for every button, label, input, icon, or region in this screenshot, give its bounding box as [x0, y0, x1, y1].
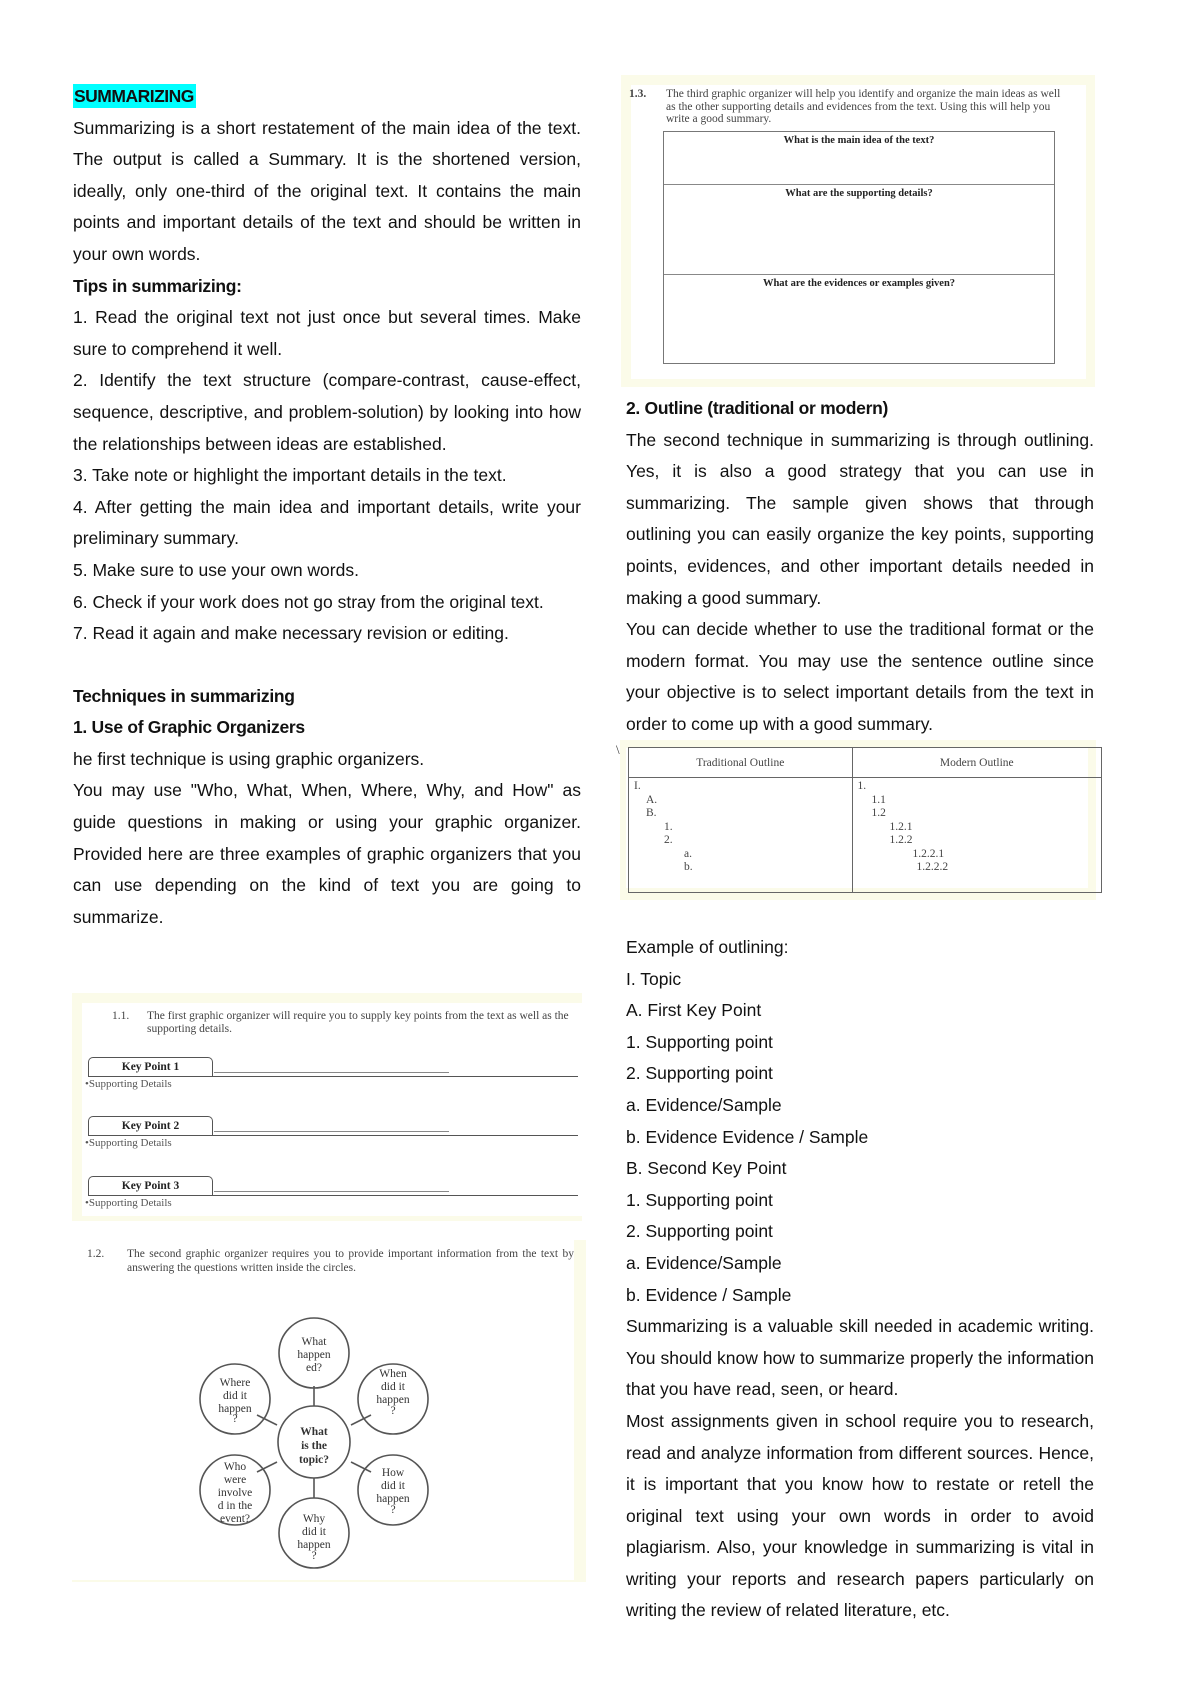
svg-text:were: were	[223, 1474, 247, 1486]
outline-level: 2.	[664, 834, 673, 846]
figure-key-points-organizer	[72, 993, 582, 1221]
figure-main-idea-organizer	[621, 75, 1095, 387]
key-point-row	[85, 1176, 588, 1212]
svg-text:What: What	[301, 1336, 327, 1348]
outline-level: 1.2.1	[889, 820, 913, 833]
figure-number: 1.2.	[87, 1248, 105, 1260]
outline-level: 1.1	[871, 793, 886, 806]
figure-number: 1.1.	[112, 1010, 130, 1022]
outline-level: a.	[684, 847, 692, 860]
example-item: 2. Supporting point	[626, 1221, 773, 1242]
svg-text:?: ?	[232, 1413, 238, 1425]
page-title: SUMMARIZING	[74, 86, 194, 106]
modern-outline-cell	[852, 778, 1101, 893]
supporting-details-label: •Supporting Details	[85, 1197, 172, 1209]
tip-item: 3. Take note or highlight the important details in the text.	[73, 465, 507, 486]
column-header-modern: Modern Outline	[852, 748, 1101, 778]
example-item: a. Evidence/Sample	[626, 1094, 782, 1115]
column-header-traditional: Traditional Outline	[629, 748, 853, 778]
svg-text:event?: event?	[219, 1513, 251, 1525]
svg-text:happen: happen	[297, 1349, 331, 1361]
example-item: 1. Supporting point	[626, 1189, 773, 1210]
example-item: I. Topic	[626, 968, 682, 989]
tip-item: 2. Identify the text structure (compare-contrast, cause-effect, sequence, descriptive, and problem-solution) by looking into how the relationships between ideas are established.	[73, 370, 581, 454]
example-item: A. First Key Point	[626, 1000, 762, 1021]
tip-item: 5. Make sure to use your own words.	[73, 559, 359, 580]
example-item: a. Evidence/Sample	[626, 1252, 782, 1273]
left-column	[73, 81, 581, 933]
blank-line	[214, 1191, 449, 1192]
svg-text:When: When	[379, 1368, 407, 1380]
svg-text:What: What	[300, 1426, 328, 1438]
technique-1-heading: 1. Use of Graphic Organizers	[73, 717, 305, 738]
svg-text:did it: did it	[381, 1480, 405, 1492]
outline-level: B.	[646, 807, 657, 819]
key-point-row	[85, 1057, 588, 1093]
example-item: B. Second Key Point	[626, 1158, 787, 1179]
figure-number: 1.3.	[629, 88, 647, 100]
svg-text:involve: involve	[217, 1487, 253, 1499]
svg-text:?: ?	[311, 1550, 317, 1562]
outline-level: 1.2.2.1	[912, 847, 945, 860]
techniques-heading: Techniques in summarizing	[73, 685, 295, 706]
blank-line	[214, 1072, 449, 1073]
bubble-why	[297, 1513, 330, 1562]
grid-row-main-idea: What is the main idea of the text?	[664, 132, 1054, 185]
svg-text:did it: did it	[223, 1390, 247, 1402]
outline-level: b.	[684, 861, 693, 873]
figure-caption: The second graphic organizer requires you to provide important information from the text by answering the questions written inside the circles.	[127, 1248, 574, 1274]
supporting-details-label: •Supporting Details	[85, 1137, 172, 1149]
outline-paragraph: You can decide whether to use the traditional format or the modern format. You may use the sentence outline since your objective is to select important details from the text in order to come up with a good summary.	[626, 619, 1094, 734]
grid-row-evidences: What are the evidences or examples given?	[762, 278, 956, 289]
bubble-who	[218, 1461, 253, 1525]
example-heading: Example of outlining:	[626, 937, 789, 957]
organizer-grid	[663, 131, 1055, 364]
outline-comparison-table	[628, 747, 1102, 893]
key-point-label: Key Point 2	[88, 1116, 213, 1136]
svg-text:did it: did it	[381, 1381, 405, 1393]
svg-text:How: How	[381, 1467, 405, 1479]
tip-item: 6. Check if your work does not go stray from the original text.	[73, 591, 544, 612]
outline-level: 1.	[664, 820, 673, 833]
svg-text:?: ?	[390, 1504, 396, 1516]
key-point-label: Key Point 3	[88, 1176, 213, 1196]
bubble-what-happened	[297, 1336, 330, 1374]
outline-level: A.	[646, 793, 658, 806]
svg-text:d in the: d in the	[217, 1500, 253, 1512]
bubble-where	[218, 1377, 251, 1425]
outline-level: 1.	[857, 780, 867, 792]
tip-item: 7. Read it again and make necessary revision or editing.	[73, 623, 509, 644]
underline	[88, 1135, 578, 1136]
closing-paragraph: Most assignments given in school require you to research, read and analyze information from different sources. Hence, it is important that you know how to restate or retell the original text using your own words in order to avoid plagiarism. Also, your knowledge in summarizing is vital in writing your reports and research papers particularly on writing the review of related literature, etc.	[626, 1410, 1094, 1621]
svg-text:topic?: topic?	[298, 1454, 330, 1466]
svg-text:Why: Why	[302, 1513, 326, 1525]
outline-level: 1.2.2.2	[916, 861, 949, 873]
outline-level: I.	[634, 780, 641, 792]
technique-1-intro: he first technique is using graphic organizers.	[73, 748, 425, 769]
bubble-when	[376, 1368, 409, 1417]
outline-level: 1.2.2	[889, 834, 913, 846]
outline-heading: 2. Outline (traditional or modern)	[626, 398, 889, 418]
svg-text:happen: happen	[297, 1539, 331, 1551]
underline	[88, 1076, 578, 1077]
outline-level: 1.2	[871, 807, 886, 819]
underline	[88, 1195, 578, 1196]
figure-caption: The third graphic organizer will help you identify and organize the main ideas as well as the other supporting details and evidences from the text. Using this will help you write a good summary.	[666, 88, 1061, 125]
key-point-row	[85, 1116, 588, 1152]
closing-paragraph: Summarizing is a valuable skill needed in academic writing. You should know how to summarize properly the information that you have read, seen, or heard.	[626, 1316, 1094, 1400]
figure-question-web-organizer	[72, 1240, 586, 1582]
svg-text:Where: Where	[219, 1377, 251, 1389]
example-item: 1. Supporting point	[626, 1031, 773, 1052]
blank-line	[214, 1131, 449, 1132]
figure-caption: The first graphic organizer will require you to supply key points from the text as well as the supporting details.	[147, 1010, 569, 1035]
svg-text:is the: is the	[301, 1440, 327, 1452]
spacer	[73, 650, 581, 681]
figure-outline-table	[616, 740, 1096, 900]
grid-row-supporting-details: What are the supporting details?	[664, 185, 1054, 275]
bubble-how	[376, 1467, 409, 1516]
tip-item: 1. Read the original text not just once but several times. Make sure to comprehend it well.	[73, 307, 581, 359]
svg-text:ed?: ed?	[306, 1362, 322, 1374]
outline-paragraph: The second technique in summarizing is through outlining. Yes, it is also a good strategy that you can use in summarizing. The sample given shows that through outlining you can easily organize the key points, supporting points, evidences, and other important details needed in making a good summary.	[626, 429, 1094, 608]
example-item: 2. Supporting point	[626, 1063, 773, 1084]
right-column-lower	[626, 932, 1094, 1627]
tips-heading: Tips in summarizing:	[73, 275, 242, 296]
intro-paragraph: Summarizing is a short restatement of the main idea of the text. The output is called a Summary. It is the shortened version, ideally, only one-third of the original text. It contains the main points and important details of the text and should be written in your own words.	[73, 117, 581, 264]
example-item: b. Evidence Evidence / Sample	[626, 1126, 869, 1147]
center-bubble	[299, 1426, 329, 1466]
svg-text:?: ?	[390, 1405, 396, 1417]
svg-text:happen: happen	[376, 1493, 410, 1505]
question-web-diagram	[72, 1240, 586, 1582]
svg-text:happen: happen	[376, 1394, 410, 1406]
right-column-upper	[626, 393, 1094, 741]
svg-text:happen: happen	[218, 1403, 252, 1415]
example-item: b. Evidence / Sample	[626, 1284, 792, 1305]
key-point-label: Key Point 1	[88, 1057, 213, 1077]
traditional-outline-cell	[629, 778, 853, 893]
supporting-details-label: •Supporting Details	[85, 1078, 172, 1090]
technique-1-paragraph: You may use "Who, What, When, Where, Why, and How" as guide questions in making or using your graphic organizer. Provided here are three examples of graphic organizers that you can use depending on the kind of text you are going to summarize.	[73, 780, 581, 927]
svg-text:did it: did it	[302, 1526, 326, 1538]
svg-text:Who: Who	[223, 1461, 247, 1473]
stray-mark: \	[616, 742, 620, 757]
tip-item: 4. After getting the main idea and important details, write your preliminary summary.	[73, 496, 581, 549]
